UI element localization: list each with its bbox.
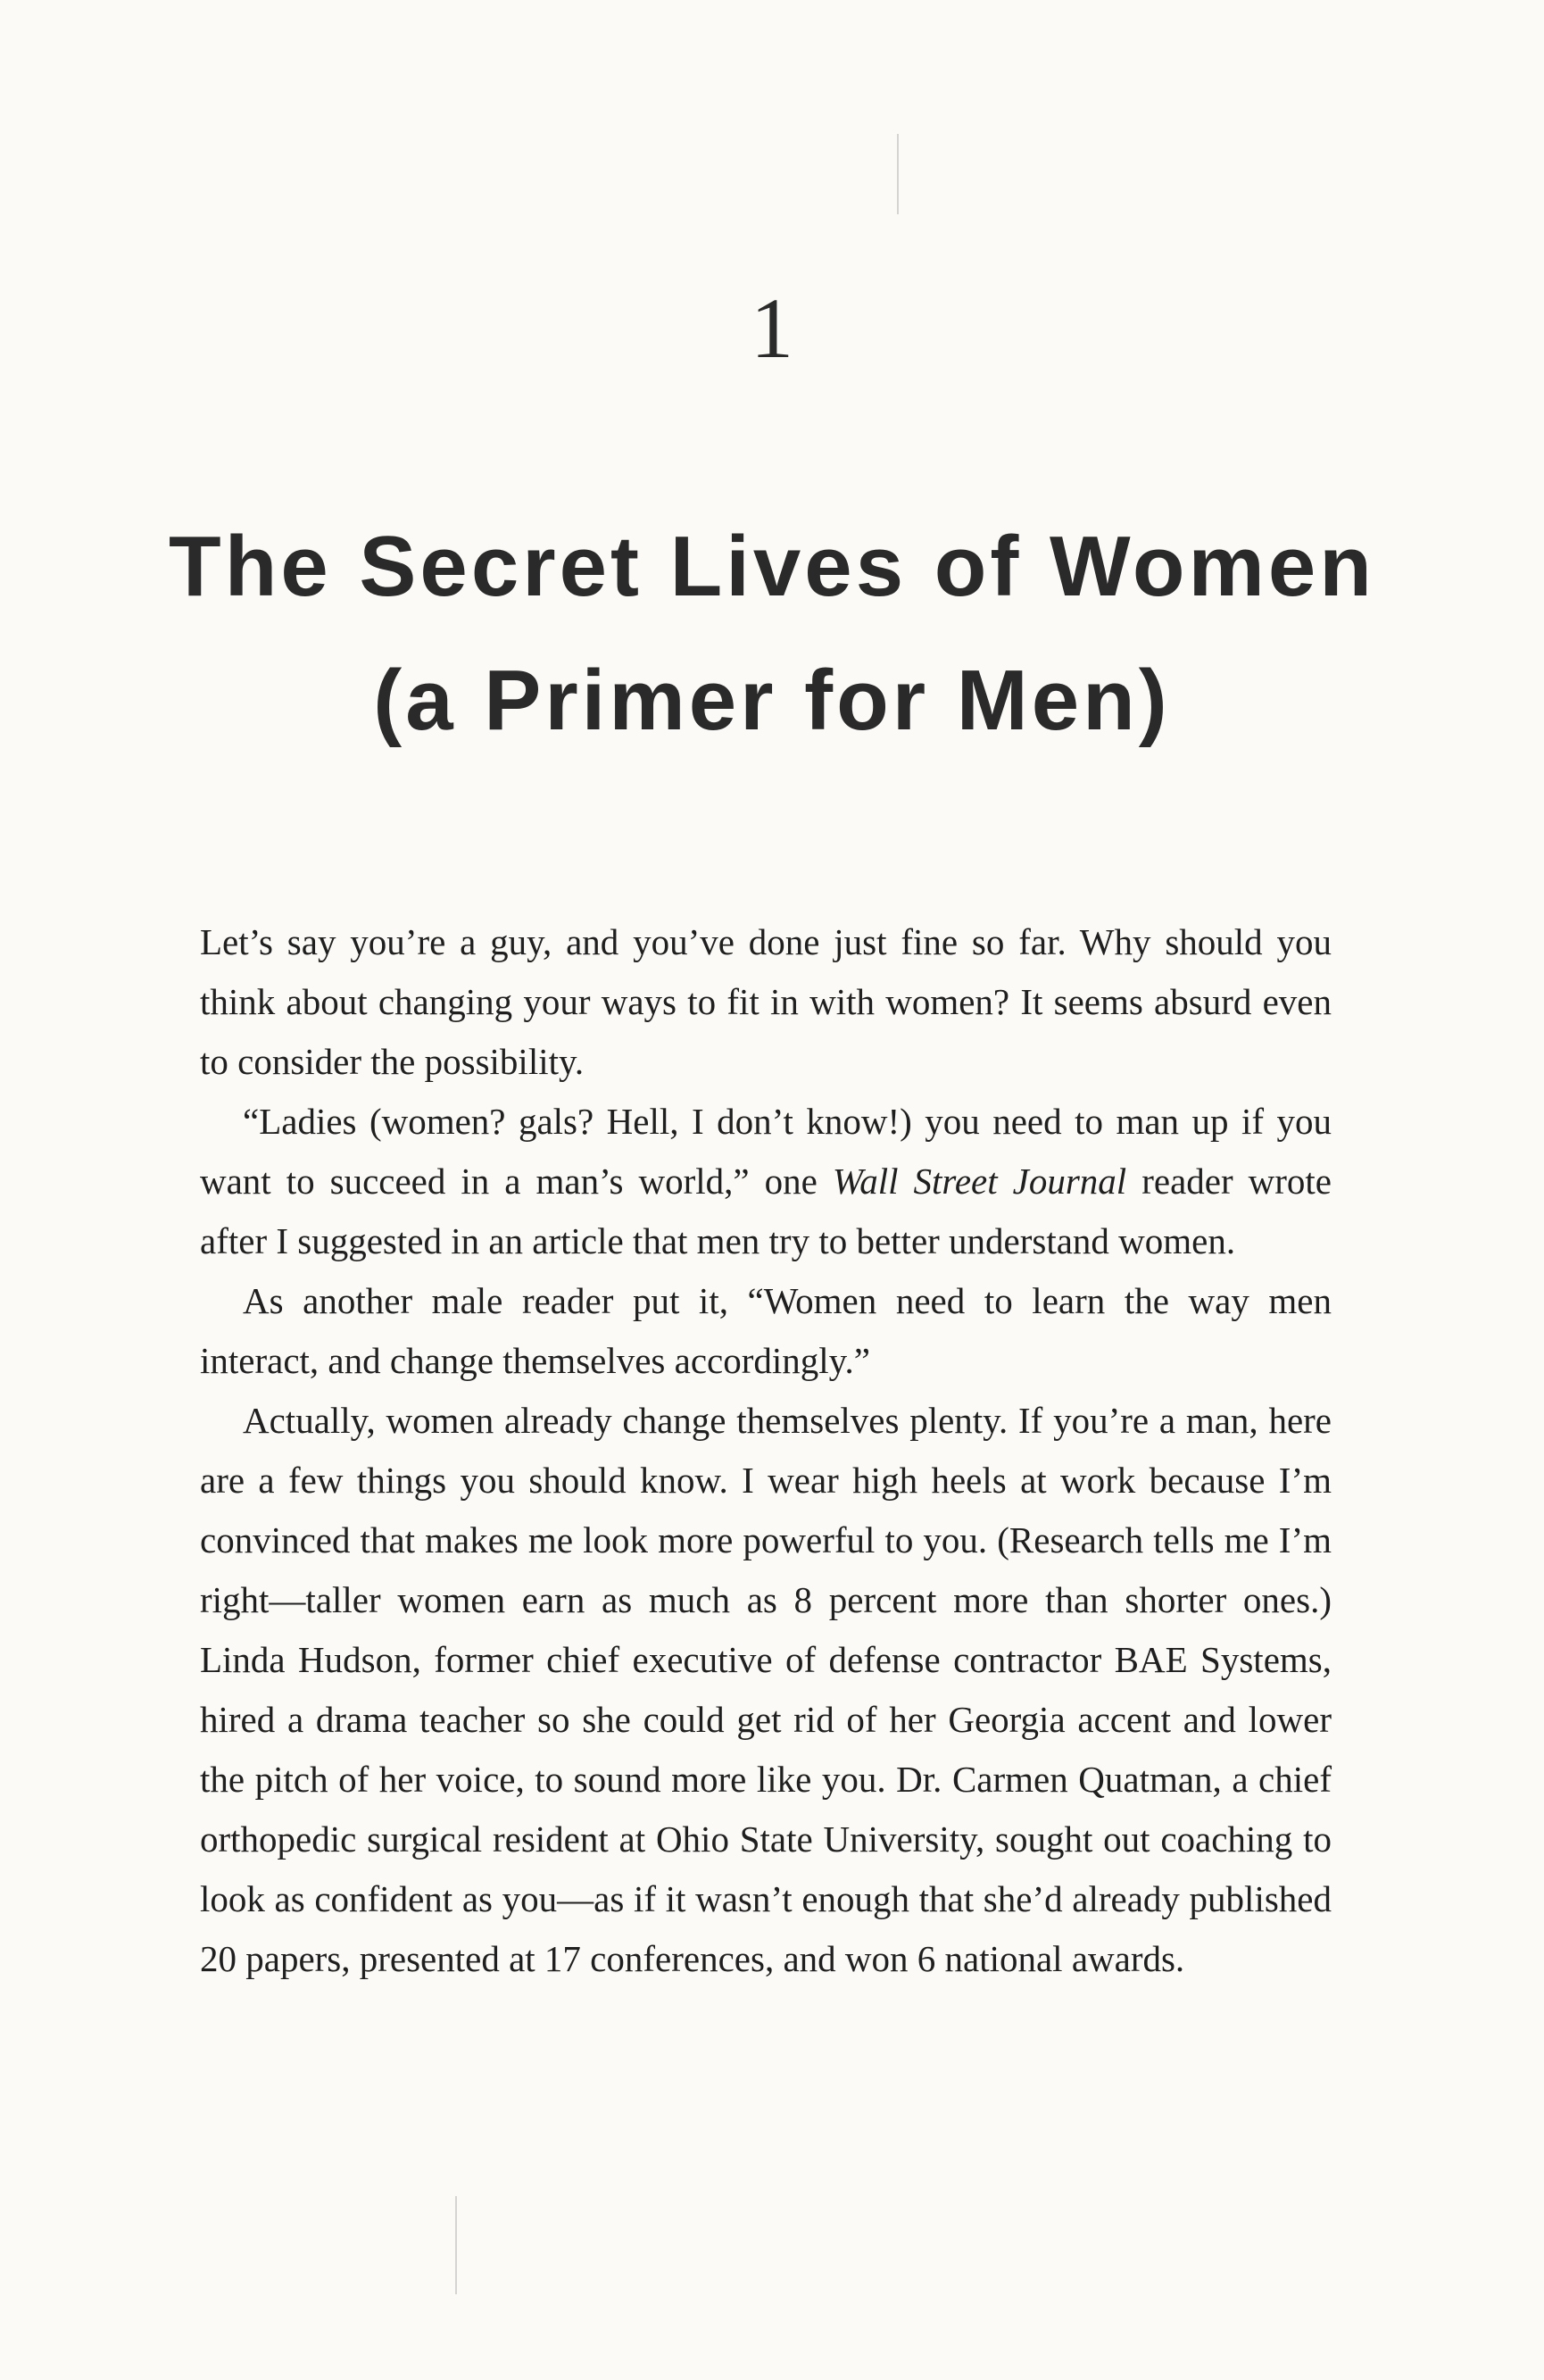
chapter-title (0, 500, 1544, 768)
chapter-title-line-1: The Secret Lives of Women (169, 519, 1375, 614)
paragraph-3: As another male reader put it, “Women need to learn the way men interact, and change themselves accordingly.” (200, 1280, 1332, 1381)
publication-title: Wall Street Journal (832, 1161, 1127, 1202)
paragraph-2-text-start: “Ladies (women? gals? Hell, I don’t know!) you need to man up if you want to succeed in a man’s world,” one (200, 1101, 1332, 1202)
paragraph-2-text-end: reader wrote after I suggested in an article that men try to better understand women. (200, 1161, 1332, 1261)
chapter-title-line-2: (a Primer for Men) (373, 653, 1171, 748)
paragraph-1: Let’s say you’re a guy, and you’ve done just fine so far. Why should you think about changing your ways to fit in with women? It seems absurd even to consider the possibility. (200, 921, 1332, 1082)
scan-mark-upper (897, 134, 899, 214)
paragraph-4: Actually, women already change themselves plenty. If you’re a man, here are a few things you should know. I wear high heels at work because I’m convinced that makes me look more powerful to you. (Research tells me I’m right—taller women earn as much as 8 percent more than shorter ones.) Linda Hudson, former chief executive of defense contractor BAE Systems, hired a drama teacher so she could get rid of her Georgia accent and lower the pitch of her voice, to sound more like you. Dr. Carmen Quatman, a chief orthopedic surgical resident at Ohio State University, sought out coaching to look as confident as you—as if it wasn’t enough that she’d already published 20 papers, presented at 17 conferences, and won 6 national awards. (200, 1400, 1332, 1979)
body-text (200, 912, 1332, 1989)
chapter-number: 1 (751, 280, 793, 376)
paragraph-2 (200, 1092, 1332, 1271)
scan-mark-lower (455, 2196, 457, 2294)
